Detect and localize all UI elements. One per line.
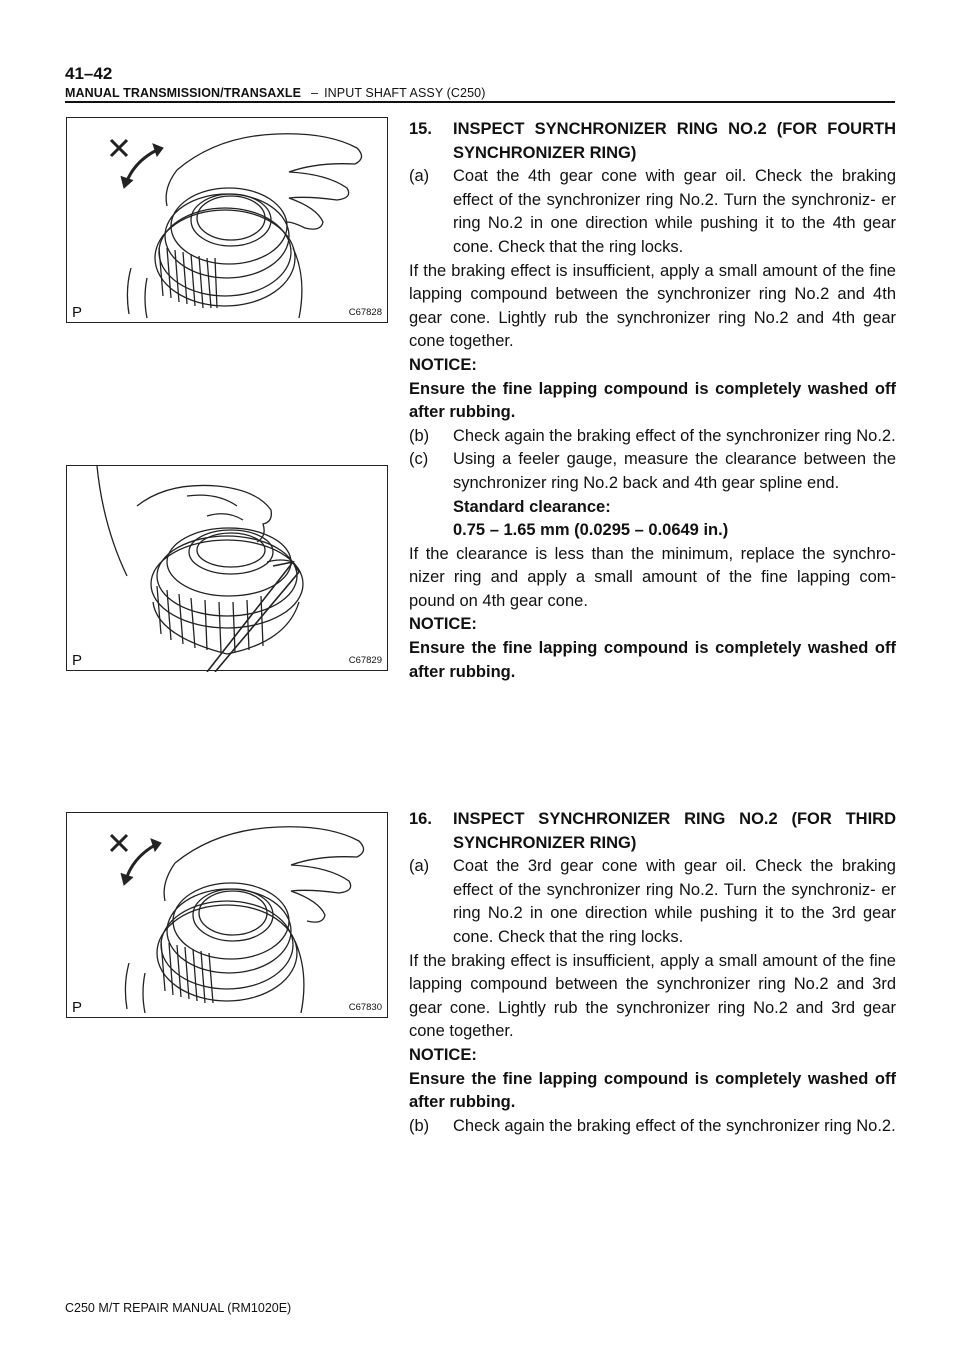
sub-item-label: (c) bbox=[409, 450, 429, 469]
sub-item-text: Check again the braking effect of the synchronizer ring No.2. bbox=[453, 426, 896, 445]
figure-p-label: P bbox=[72, 652, 83, 669]
figure-p-label: P bbox=[72, 304, 83, 321]
sub-item-a bbox=[409, 855, 896, 949]
paragraph: If the braking effect is insufficient, apply a small amount of the fine lapping compound between the synchronizer ring No.2 and 4th gear cone. Lightly rub the synchronizer ring No.2 and 4th gear cone together. bbox=[409, 261, 896, 351]
figure-c67830 bbox=[66, 812, 388, 1018]
step-title-text: INSPECT SYNCHRONIZER RING NO.2 (FOR THIRD SYNCHRONIZER RING) bbox=[453, 810, 896, 852]
notice-text: Ensure the fine lapping compound is completely washed off after rubbing. bbox=[409, 1069, 896, 1112]
figure-c67828 bbox=[66, 117, 388, 323]
step-number: 16. bbox=[409, 810, 432, 828]
step-title-text: INSPECT SYNCHRONIZER RING NO.2 (FOR FOURTH SYNCHRONIZER RING) bbox=[453, 120, 896, 162]
page-number: 41–42 bbox=[65, 64, 113, 83]
header-separator: – bbox=[311, 86, 319, 100]
step-15 bbox=[409, 118, 896, 684]
header-section: MANUAL TRANSMISSION/TRANSAXLE bbox=[65, 86, 302, 100]
sub-item-b bbox=[409, 1115, 896, 1139]
step-number: 15. bbox=[409, 120, 432, 138]
sub-item-label: (a) bbox=[409, 857, 430, 876]
header-rule bbox=[65, 101, 895, 103]
sub-item-a bbox=[409, 165, 896, 259]
sub-item-text: Coat the 4th gear cone with gear oil. Check the braking effect of the synchronizer ring No.2. Turn the synchroniz- er ring No.2 in one direction while pushing it to the 4th gear cone. Check that the ring locks. bbox=[453, 167, 896, 256]
figure-code: C67829 bbox=[348, 655, 382, 666]
figure-p-label: P bbox=[72, 999, 83, 1016]
footer-manual-id: C250 M/T REPAIR MANUAL (RM1020E) bbox=[65, 1301, 292, 1315]
step-16 bbox=[409, 808, 896, 1138]
notice-label: NOTICE: bbox=[409, 615, 477, 634]
figure-code: C67828 bbox=[348, 307, 382, 318]
synchronizer-ring-turning-illustration bbox=[67, 118, 389, 324]
notice-label: NOTICE: bbox=[409, 355, 477, 374]
sub-item-c bbox=[409, 448, 896, 495]
sub-item-text: Coat the 3rd gear cone with gear oil. Check the braking effect of the synchronizer ring No.2. Turn the synchroniz- er ring No.2 in one direction while pushing it to the 3rd gear cone. Check that the ring locks. bbox=[453, 857, 896, 946]
paragraph: If the braking effect is insufficient, apply a small amount of the fine lapping compound between the synchronizer ring No.2 and 3rd gear cone. Lightly rub the synchronizer ring No.2 and 3rd gear cone together. bbox=[409, 951, 896, 1041]
figure-code: C67830 bbox=[348, 1002, 382, 1013]
notice-text: Ensure the fine lapping compound is completely washed off after rubbing. bbox=[409, 379, 896, 422]
figure-c67829 bbox=[66, 465, 388, 671]
running-header bbox=[65, 86, 895, 100]
sub-item-label: (b) bbox=[409, 426, 430, 445]
spec-label: Standard clearance: bbox=[453, 497, 611, 516]
sub-item-label: (a) bbox=[409, 167, 430, 186]
header-subsection: INPUT SHAFT ASSY (C250) bbox=[324, 86, 486, 100]
sub-item-text: Using a feeler gauge, measure the clearance between the synchronizer ring No.2 back and 4th gear spline end. bbox=[453, 450, 896, 492]
step-title bbox=[409, 808, 896, 855]
spec-value: 0.75 – 1.65 mm (0.0295 – 0.0649 in.) bbox=[453, 521, 729, 540]
paragraph: If the clearance is less than the minimum, replace the synchro- nizer ring and apply a small amount of the fine lapping com- pound on 4th gear cone. bbox=[409, 544, 896, 610]
notice-label: NOTICE: bbox=[409, 1045, 477, 1064]
notice-text: Ensure the fine lapping compound is completely washed off after rubbing. bbox=[409, 639, 896, 681]
sub-item-b bbox=[409, 425, 896, 449]
sub-item-label: (b) bbox=[409, 1116, 430, 1135]
sub-item-text: Check again the braking effect of the synchronizer ring No.2. bbox=[453, 1116, 896, 1135]
feeler-gauge-illustration bbox=[67, 466, 389, 672]
step-title bbox=[409, 118, 896, 165]
synchronizer-ring-turning-illustration bbox=[67, 813, 389, 1019]
